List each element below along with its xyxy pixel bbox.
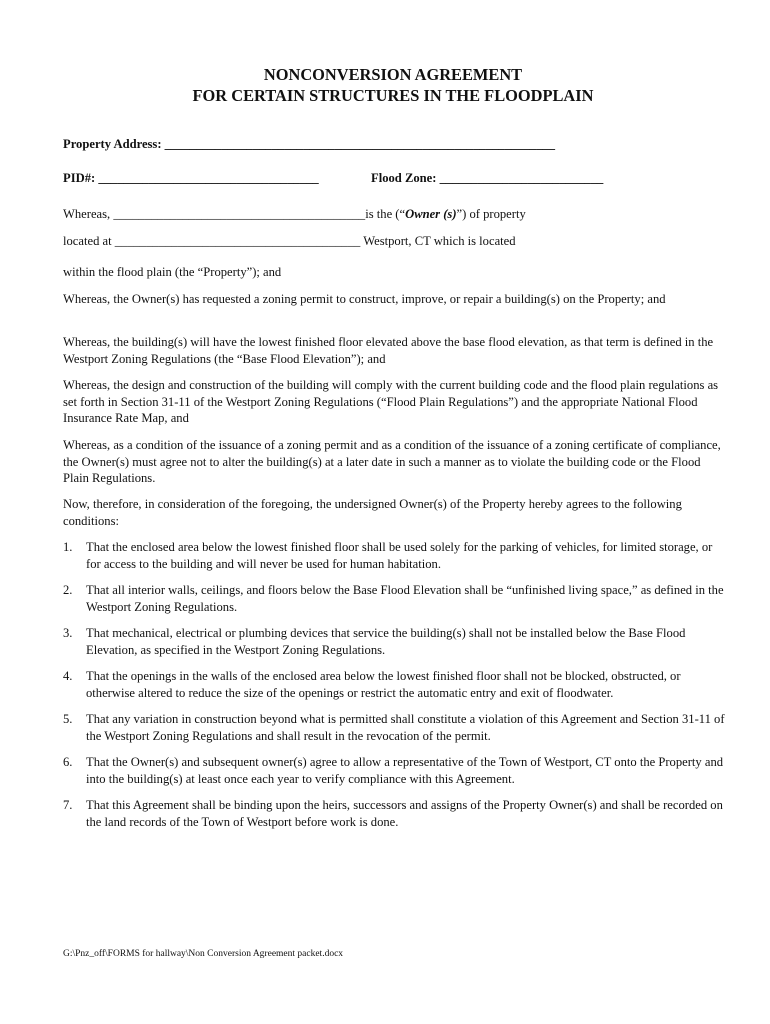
condition-number: 3. (63, 626, 73, 640)
flood-zone-field[interactable]: Flood Zone: __________________________ (371, 171, 604, 185)
condition-number: 5. (63, 712, 73, 726)
within-floodplain-line: within the flood plain (the “Property”); and (63, 265, 282, 279)
condition-text: That this Agreement shall be binding upon the heirs, successors and assigns of the Property Owner(s) and shall be recorded on the land records of the Town of Westport before work is done. (86, 798, 723, 829)
file-path-footer: G:\Pnz_off\FORMS for hallway\Non Conversion Agreement packet.docx (63, 949, 344, 959)
condition-text: That all interior walls, ceilings, and floors below the Base Flood Elevation shall be “unfinished living space,” as defined in the Westport Zoning Regulations. (86, 583, 724, 614)
located-at-line[interactable]: located at _______________________________________ Westport, CT which is located (63, 234, 516, 248)
title-line-2: FOR CERTAIN STRUCTURES IN THE FLOODPLAIN (192, 86, 594, 105)
whereas-owner-line[interactable] (63, 206, 526, 223)
whereas-owner-suffix: ”) of property (456, 207, 526, 221)
pid-field[interactable]: PID#: ___________________________________ (63, 171, 319, 185)
owner-term: Owner (s) (405, 207, 457, 221)
whereas-paragraph: Whereas, as a condition of the issuance of a zoning permit and as a condition of the issuance of a zoning certificate of compliance, the Owner(s) must agree not to alter the building(s) at a later date in such a manner as to violate the building code or the Flood Plain Regulations. (63, 438, 721, 485)
condition-number: 4. (63, 669, 73, 683)
now-therefore-paragraph: Now, therefore, in consideration of the foregoing, the undersigned Owner(s) of the Property hereby agrees to the following conditions: (63, 497, 682, 528)
whereas-paragraph: Whereas, the design and construction of the building will comply with the current building code and the flood plain regulations as set forth in Section 31-11 of the Westport Zoning Regulations (“Flood Plain Regulations”) and the appropriate National Flood Insurance Rate Map, and (63, 378, 719, 425)
whereas-owner-prefix: Whereas, ________________________________________is the (“ (63, 207, 406, 221)
whereas-paragraph: Whereas, the Owner(s) has requested a zoning permit to construct, improve, or repair a building(s) on the Property; and (63, 292, 666, 306)
title-line-1: NONCONVERSION AGREEMENT (263, 65, 523, 84)
document-title (63, 64, 723, 106)
property-address-field[interactable]: Property Address: ______________________________________________________________ (63, 137, 556, 151)
condition-text: That the openings in the walls of the enclosed area below the lowest finished floor shall not be blocked, obstructed, or otherwise altered to reduce the size of the openings or restrict the automatic entry and exit of floodwater. (86, 669, 681, 700)
condition-number: 1. (63, 540, 73, 554)
condition-text: That the Owner(s) and subsequent owner(s) agree to allow a representative of the Town of Westport, CT onto the Property and into the building(s) at least once each year to verify compliance with this Agreement. (86, 755, 724, 786)
condition-number: 6. (63, 755, 73, 769)
condition-text: That the enclosed area below the lowest finished floor shall be used solely for the parking of vehicles, for limited storage, or for access to the building and will never be used for human habitation. (86, 540, 713, 571)
condition-text: That mechanical, electrical or plumbing devices that service the building(s) shall not be installed below the Base Flood Elevation, as specified in the Westport Zoning Regulations. (86, 626, 686, 657)
condition-number: 2. (63, 583, 73, 597)
condition-number: 7. (63, 798, 73, 812)
condition-text: That any variation in construction beyond what is permitted shall constitute a violation of this Agreement and Section 31-11 of the Westport Zoning Regulations and shall result in the revocation of the permit. (86, 712, 725, 743)
whereas-paragraph: Whereas, the building(s) will have the lowest finished floor elevated above the base flood elevation, as that term is defined in the Westport Zoning Regulations (the “Base Flood Elevation”); and (63, 335, 714, 366)
